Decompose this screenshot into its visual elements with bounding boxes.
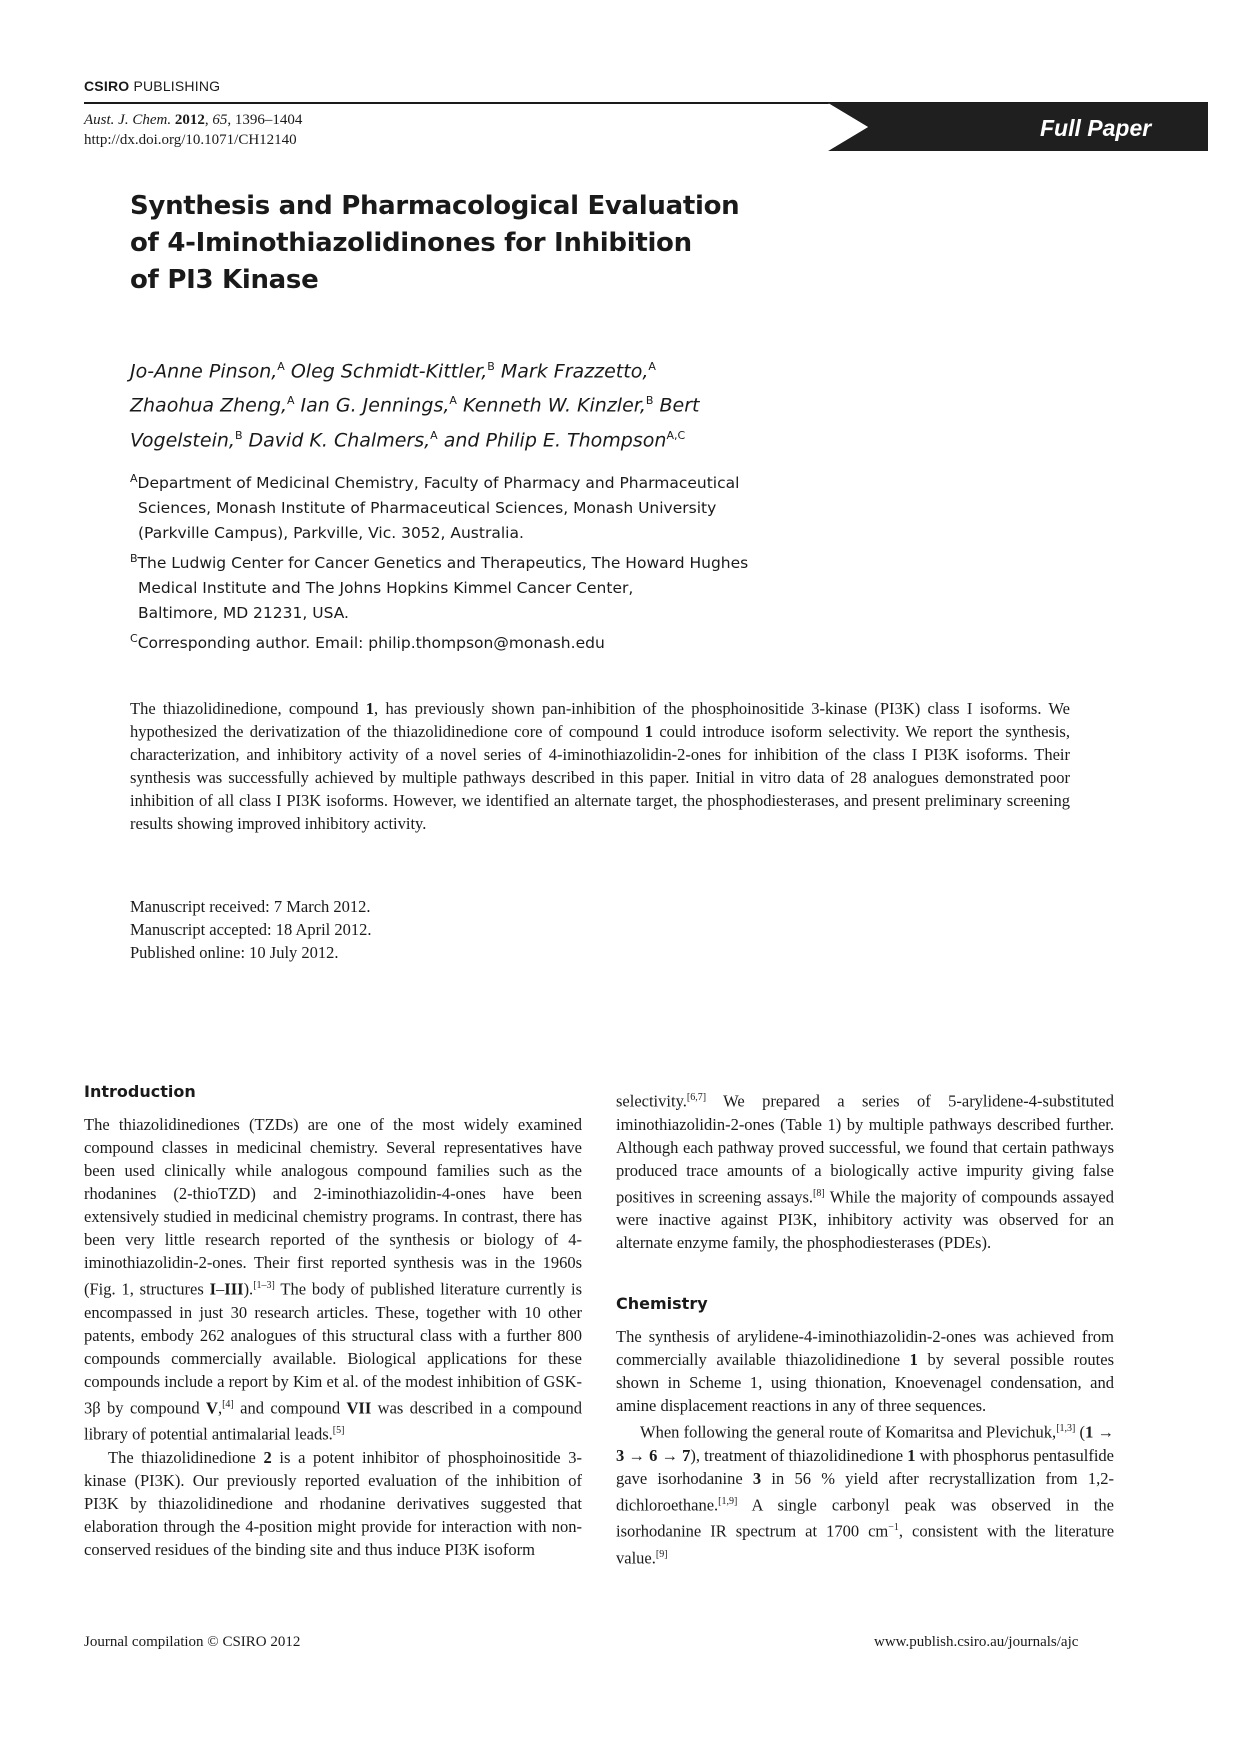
date-accepted: Manuscript accepted: 18 April 2012. — [130, 920, 372, 939]
author-name: Mark Frazzetto, — [494, 360, 649, 383]
author-affil-sup: B — [645, 394, 654, 408]
affiliation-text: Department of Medicinal Chemistry, Faculty of Pharmacy and Pharmaceutical — [137, 474, 740, 493]
publisher-name — [84, 78, 220, 94]
author-line-2 — [130, 386, 890, 420]
manuscript-dates — [130, 895, 371, 964]
body-text: and compound — [233, 1398, 347, 1417]
body-text: , consistent with the literature value. — [616, 1521, 1115, 1567]
author-name: Kenneth W. Kinzler, — [456, 394, 646, 417]
body-text: A single carbonyl peak was observed in the isorhodanine IR spectrum at 1700 cm — [616, 1495, 1114, 1541]
affiliation-c — [130, 626, 810, 656]
author-name: Oleg Schmidt-Kittler, — [284, 360, 488, 383]
affiliations — [130, 466, 810, 656]
title-line-3: of PI3 Kinase — [130, 265, 319, 295]
author-name: Jo-Anne Pinson, — [130, 360, 278, 383]
compound-ref: 1 — [365, 699, 375, 718]
body-text: While the majority of compounds assayed were inactive against PI3K, inhibitory activity was observed for an alternate enzyme family, the phosphodiesterases (PDEs). — [616, 1187, 1114, 1252]
section-heading-introduction: Introduction — [84, 1082, 196, 1101]
body-text: The thiazolidinedione — [108, 1447, 264, 1467]
title-line-2: of 4-Iminothiazolidinones for Inhibition — [130, 228, 692, 258]
author-affil-sup: A,C — [666, 428, 686, 442]
body-text: was described in a compound library of potential antimalarial leads. — [84, 1398, 582, 1444]
affiliation-sup: B — [130, 552, 138, 566]
intro-paragraph-1 — [84, 1113, 582, 1446]
body-text: , — [217, 1398, 223, 1417]
author-name: Vogelstein, — [130, 428, 235, 451]
journal-citation: Aust. J. Chem. 2012, 65, 1396–1404 — [84, 112, 303, 128]
author-name: and Philip E. Thompson — [437, 428, 667, 451]
structure-ref: I — [209, 1279, 217, 1299]
citation-ref[interactable]: [9] — [655, 1548, 668, 1560]
journal-name: Aust. J. Chem. — [84, 112, 172, 128]
date-online: Published online: 10 July 2012. — [130, 943, 339, 962]
author-name: Ian G. Jennings, — [294, 394, 450, 417]
full-paper-label: Full Paper — [1040, 115, 1152, 141]
affiliation-line: (Parkville Campus), Parkville, Vic. 3052, Australia. — [138, 524, 524, 543]
reaction-route: 1 → 3 → 6 → 7 — [616, 1422, 1115, 1465]
chemistry-paragraph-2 — [616, 1417, 1114, 1569]
body-text: The thiazolidinediones (TZDs) are one of the most widely examined compound classes in medicinal chemistry. Several representatives have been used clinically while analogous compound families such as the rhodanines (2-thioTZD) and 2-iminothiazolidin-4-ones have been extensively studied in medicinal chemistry programs. In contrast, there has been very little research reported of the synthesis or biology of 4-iminothiazolidin-2-ones. Their first reported synthesis was in the 1960s (Fig. 1, structures — [84, 1115, 582, 1299]
title-line-1: Synthesis and Pharmacological Evaluation — [130, 191, 740, 221]
affiliation-a — [130, 466, 810, 546]
section-gap — [616, 1254, 1114, 1292]
author-affil-sup: A — [277, 360, 285, 373]
compound-ref: 1 — [907, 1445, 916, 1465]
author-affil-sup: B — [487, 360, 495, 373]
body-text: ), treatment of thiazolidinedione — [690, 1445, 908, 1465]
intro-paragraph-2 — [84, 1446, 582, 1561]
journal-pages: 1396–1404 — [234, 112, 303, 128]
author-name: Zhaohua Zheng, — [130, 394, 287, 417]
unit-exponent: −1 — [888, 1522, 899, 1533]
compound-ref: 1 — [909, 1350, 918, 1369]
body-text: When following the general route of Komaritsa and Plevichuk, — [640, 1422, 1057, 1442]
author-affil-sup: B — [234, 428, 243, 442]
footer-copyright: Journal compilation © CSIRO 2012 — [84, 1634, 301, 1650]
body-text: – — [216, 1279, 225, 1299]
body-text: ( — [1075, 1422, 1086, 1442]
journal-year: 2012 — [174, 112, 205, 128]
author-affil-sup: A — [449, 394, 457, 408]
compound-ref: 1 — [644, 722, 654, 741]
affiliation-line — [130, 466, 810, 496]
corresponding-author-text: Corresponding author. Email: philip.thompson@monash.edu — [137, 634, 605, 653]
date-received: Manuscript received: 7 March 2012. — [130, 897, 371, 916]
body-text: in 56 % yield after recrystallization from 1,2-dichloroethane. — [616, 1468, 1114, 1514]
body-text: ). — [243, 1279, 254, 1299]
abstract-text: , has previously shown pan-inhibition of the phosphoinositide 3-kinase (PI3K) class I isoforms. We hypothesized the derivatization of the thiazolidinedione core of compound — [130, 699, 1071, 741]
affiliation-b — [130, 546, 810, 626]
author-list — [130, 352, 890, 455]
body-text: with phosphorus pentasulfide gave isorhodanine — [616, 1445, 1114, 1488]
author-affil-sup: A — [430, 428, 438, 442]
abstract-text: could introduce isoform selectivity. We report the synthesis, characterization, and inhibitory activity of a novel series of 4-iminothiazolidin-2-ones for inhibition of the class I PI3K isoforms. Their synthesis was successfully achieved by multiple pathways described in this paper. Initial in vitro data of 28 analogues demonstrated poor inhibition of all class I PI3K isoforms. However, we identified an alternate target, the phosphodiesterases, and present preliminary screening results showing improved inhibitory activity. — [130, 722, 1070, 833]
footer-journal-url[interactable]: www.publish.csiro.au/journals/ajc — [874, 1634, 1079, 1650]
affiliation-line: Medical Institute and The Johns Hopkins Kimmel Cancer Center, — [138, 579, 634, 598]
affiliation-line — [130, 546, 810, 576]
section-heading-chemistry: Chemistry — [616, 1294, 708, 1313]
left-column — [84, 1080, 582, 1561]
doi-link[interactable]: http://dx.doi.org/10.1071/CH12140 — [84, 132, 297, 148]
author-name: Bert — [653, 394, 700, 417]
citation-ref[interactable]: [1,9] — [718, 1495, 738, 1507]
author-line-3 — [130, 421, 890, 455]
structure-ref: VII — [346, 1398, 372, 1417]
citation-block — [84, 110, 302, 150]
affiliation-line: Baltimore, MD 21231, USA. — [138, 604, 349, 623]
abstract-text: The thiazolidinedione, compound — [130, 699, 366, 718]
affiliation-line: Sciences, Monash Institute of Pharmaceutical Sciences, Monash University — [138, 499, 717, 518]
body-text: We prepared a series of 5-arylidene-4-substituted iminothiazolidin-2-ones (Table 1) by multiple pathways described further. Although each pathway proved successful, we found that certain pathways produced trace amounts of a biologically active impurity giving false positives in screening assays. — [616, 1091, 1114, 1206]
intro-paragraph-continued — [616, 1086, 1114, 1254]
body-text: by several possible routes shown in Scheme 1, using thionation, Knoevenagel condensation, and amine displacement reactions in any of three sequences. — [616, 1350, 1114, 1415]
structure-ref: III — [224, 1279, 244, 1299]
affiliation-sup: C — [130, 632, 138, 646]
citation-ref[interactable]: [1–3] — [253, 1280, 275, 1291]
publisher-rest: PUBLISHING — [133, 78, 221, 94]
citation-ref[interactable]: [8] — [813, 1187, 825, 1199]
author-affil-sup: A — [286, 394, 295, 408]
author-line-1 — [130, 352, 890, 386]
author-affil-sup: A — [648, 360, 656, 373]
affiliation-sup: A — [130, 472, 138, 485]
chemistry-paragraph-1 — [616, 1325, 1114, 1417]
affiliation-line — [130, 626, 810, 656]
citation-ref[interactable]: [5] — [332, 1425, 345, 1436]
structure-ref: V — [206, 1398, 218, 1417]
citation-ref[interactable]: [4] — [222, 1398, 234, 1410]
author-name: David K. Chalmers, — [242, 428, 431, 451]
citation-ref[interactable]: [1,3] — [1056, 1423, 1076, 1434]
journal-volume: 65 — [212, 112, 228, 128]
body-text: selectivity. — [616, 1091, 687, 1111]
body-text: The body of published literature currently is encompassed in just 30 research articles. These, together with 10 other patents, embody 262 analogues of this structural class with a further 800 compounds commercially available. Biological applications for these compounds include a report by Kim et al. of the modest inhibition of GSK-3β by compound — [84, 1279, 582, 1417]
compound-ref: 3 — [752, 1468, 762, 1488]
body-text: is a potent inhibitor of phosphoinositide 3-kinase (PI3K). Our previously reported evaluation of the inhibition of PI3K by thiazolidinedione and rhodanine derivatives suggested that elaboration through the 4-position might provide for interaction with non-conserved residues of the binding site and thus induce PI3K isoform — [84, 1447, 582, 1559]
abstract — [130, 697, 1070, 835]
affiliation-text: The Ludwig Center for Cancer Genetics and Therapeutics, The Howard Hughes — [137, 554, 749, 573]
citation-ref[interactable]: [6,7] — [686, 1092, 707, 1103]
compound-ref: 2 — [263, 1447, 272, 1467]
body-text: The synthesis of arylidene-4-iminothiazolidin-2-ones was achieved from commercially available thiazolidinedione — [616, 1327, 1114, 1369]
publisher-bold: CSIRO — [84, 78, 130, 94]
right-column — [616, 1086, 1114, 1569]
paper-title — [130, 188, 770, 299]
